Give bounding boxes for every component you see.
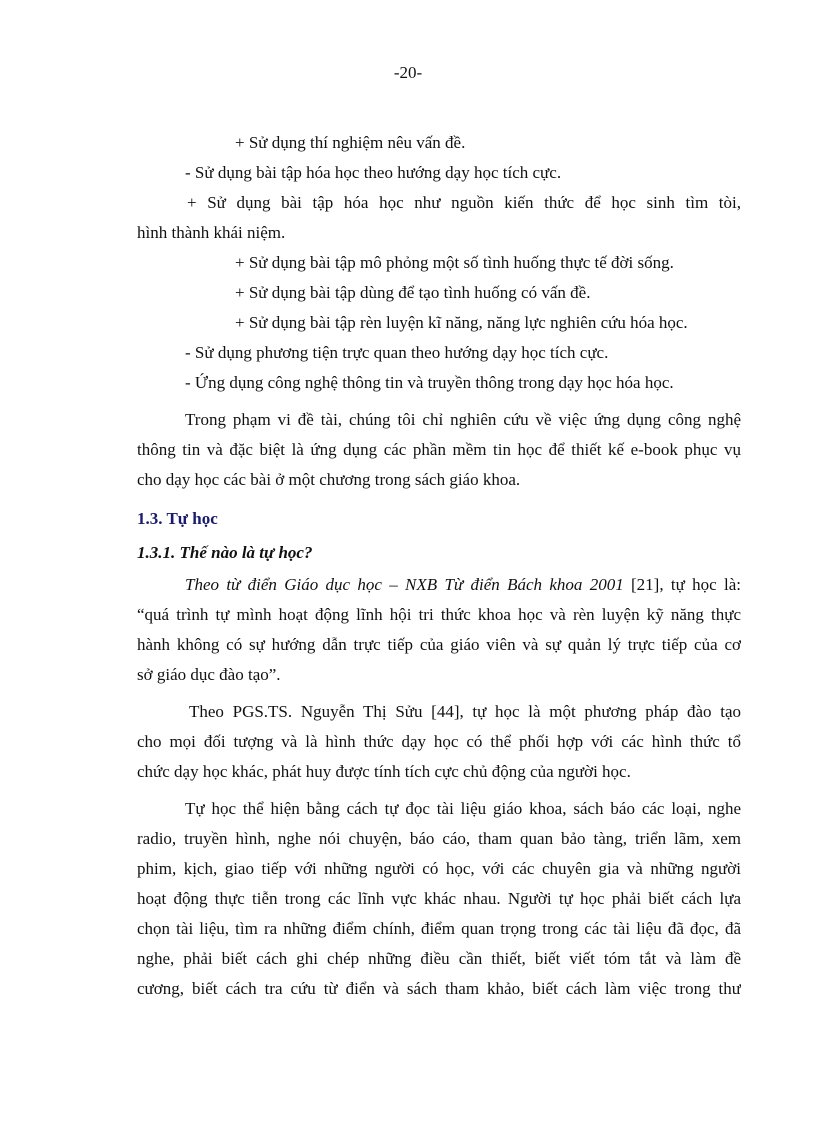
paragraph-line: Theo PGS.TS. Nguyễn Thị Sửu [44], tự học là một phương pháp đào tạo xyxy=(189,702,741,721)
list-item: + Sử dụng bài tập hóa học như nguồn kiến thức để học sinh tìm tòi, xyxy=(187,193,741,212)
paragraph-line: cho dạy học các bài ở một chương trong sách giáo khoa. xyxy=(137,470,521,489)
citation-title: Theo từ điển Giáo dục học – NXB Từ điển Bách khoa 2001 xyxy=(185,575,624,594)
section-heading: 1.3. Tự học xyxy=(137,509,218,528)
paragraph-line: thông tin và đặc biệt là ứng dụng các phần mềm tin học để thiết kế e-book phục vụ xyxy=(137,440,741,459)
paragraph-line: cho mọi đối tượng và là hình thức dạy học có thể phối hợp với các hình thức tổ xyxy=(137,732,741,751)
paragraph-line: phim, kịch, giao tiếp với những người có học, với các chuyên gia và những người xyxy=(137,859,741,878)
list-item: + Sử dụng bài tập mô phỏng một số tình huống thực tế đời sống. xyxy=(235,253,674,272)
list-item: + Sử dụng bài tập dùng để tạo tình huống có vấn đề. xyxy=(235,283,591,302)
paragraph-line: hoạt động thực tiễn trong các lĩnh vực khác nhau. Người tự học phải biết cách lựa xyxy=(137,889,741,908)
list-item: + Sử dụng bài tập rèn luyện kĩ năng, năng lực nghiên cứu hóa học. xyxy=(235,313,688,332)
paragraph-scope xyxy=(137,405,741,495)
list-item: - Ứng dụng công nghệ thông tin và truyền thông trong dạy học hóa học. xyxy=(185,373,674,392)
list-item: - Sử dụng phương tiện trực quan theo hướng dạy học tích cực. xyxy=(185,343,609,362)
list-item: - Sử dụng bài tập hóa học theo hướng dạy học tích cực. xyxy=(185,163,562,182)
paragraph-definition xyxy=(137,570,741,690)
paragraph-line: sở giáo dục đào tạo”. xyxy=(137,665,281,684)
page-number: -20- xyxy=(393,63,423,82)
paragraph-line: hành không có sự hướng dẫn trực tiếp của giáo viên và sự quản lý trực tiếp của cơ xyxy=(137,635,741,654)
paragraph-line: Tự học thể hiện bằng cách tự đọc tài liệu giáo khoa, sách báo các loại, nghe xyxy=(185,799,741,818)
paragraph-line: “quá trình tự mình hoạt động lĩnh hội tri thức khoa học và rèn luyện kỹ năng thực xyxy=(137,605,741,624)
paragraph-pgs xyxy=(137,697,741,787)
paragraph-line: radio, truyền hình, nghe nói chuyện, báo cáo, tham quan bảo tàng, triển lãm, xem xyxy=(137,829,741,848)
list-item-continuation: hình thành khái niệm. xyxy=(137,223,286,242)
paragraph-line: chức dạy học khác, phát huy được tính tích cực chủ động của người học. xyxy=(137,762,631,781)
list-item: + Sử dụng thí nghiệm nêu vấn đề. xyxy=(235,133,466,152)
paragraph-line xyxy=(137,570,741,600)
paragraph-line: cương, biết cách tra cứu từ điển và sách tham khảo, biết cách làm việc trong thư xyxy=(137,979,741,998)
page-body xyxy=(137,128,741,1004)
paragraph-line: nghe, phải biết cách ghi chép những điều cần thiết, biết viết tóm tắt và làm đề xyxy=(137,949,741,968)
citation-rest: [21], tự học là: xyxy=(623,575,741,594)
paragraph-line: chọn tài liệu, tìm ra những điểm chính, điểm quan trọng trong các tài liệu đã đọc, đã xyxy=(137,919,741,938)
paragraph-line: Trong phạm vi đề tài, chúng tôi chỉ nghiên cứu về việc ứng dụng công nghệ xyxy=(185,410,741,429)
paragraph-self-study xyxy=(137,794,741,1004)
subsection-heading: 1.3.1. Thế nào là tự học? xyxy=(137,543,313,562)
